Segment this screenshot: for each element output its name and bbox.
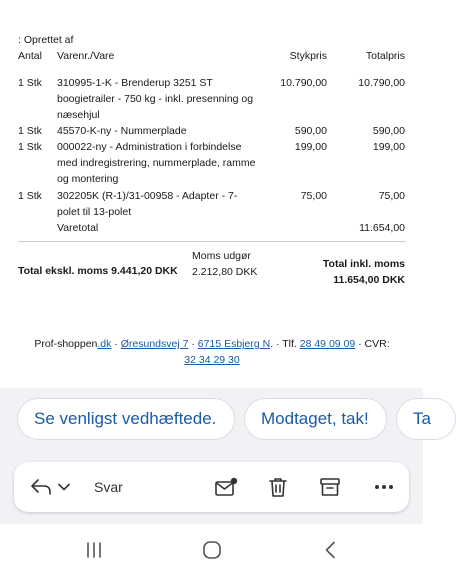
quick-reply-chip[interactable]: Modtaget, tak! xyxy=(244,398,387,440)
varetotal-label: Varetotal xyxy=(57,222,99,234)
footer-separator: · xyxy=(111,338,121,350)
company-footer xyxy=(18,336,406,352)
item-description: 302205K (R-1)/31-00958 - Adapter - 7-polet til 13-polet xyxy=(57,190,238,218)
home-icon[interactable] xyxy=(198,524,226,575)
quick-reply-chip[interactable]: Se venligst vedhæftede. xyxy=(17,398,235,440)
column-header-stykpris: Stykpris xyxy=(289,50,327,62)
recents-icon[interactable] xyxy=(80,524,108,575)
company-domain-link[interactable]: .dk xyxy=(97,338,112,350)
trash-icon[interactable] xyxy=(264,462,292,512)
oprettet-af-label: : Oprettet af xyxy=(18,34,74,46)
chevron-down-icon[interactable] xyxy=(56,462,72,512)
more-icon[interactable] xyxy=(370,462,398,512)
item-description: 310995-1-K - Brenderup 3251 ST boogietrailer - 750 kg - inkl. presenning og næsehjul xyxy=(57,77,254,121)
system-navigation-bar xyxy=(0,524,423,575)
cvr-link[interactable]: 32 34 29 30 xyxy=(184,354,240,366)
phone-link[interactable]: 28 49 09 09 xyxy=(299,338,356,350)
column-header-totalpris: Totalpris xyxy=(365,50,405,62)
total-excl-moms: Total ekskl. moms 9.441,20 DKK xyxy=(18,265,178,277)
reply-button-label[interactable]: Svar xyxy=(94,479,123,495)
reply-icon[interactable] xyxy=(28,462,54,512)
cvr-footer xyxy=(18,352,406,368)
footer-separator: · xyxy=(188,338,198,350)
item-qty: 1 Stk xyxy=(18,190,42,202)
item-total-price: 199,00 xyxy=(372,141,405,153)
item-unit-price: 199,00 xyxy=(294,141,327,153)
back-icon[interactable] xyxy=(316,524,344,575)
item-qty: 1 Stk xyxy=(18,125,42,137)
varetotal-value: 11.654,00 xyxy=(359,222,405,234)
archive-icon[interactable] xyxy=(316,462,344,512)
column-header-vare: Varenr./Vare xyxy=(57,50,115,62)
item-total-price: 590,00 xyxy=(372,125,405,137)
item-unit-price: 10.790,00 xyxy=(280,77,327,89)
total-incl-moms-value: 11.654,00 DKK xyxy=(333,274,405,286)
total-incl-moms-label: Total inkl. moms xyxy=(322,258,405,270)
column-header-antal: Antal xyxy=(18,50,42,62)
cvr-label: · CVR: xyxy=(355,338,390,350)
moms-amount: Moms udgør 2.212,80 DKK xyxy=(192,250,258,278)
phone-label: . · Tlf. xyxy=(270,338,300,350)
item-qty: 1 Stk xyxy=(18,141,42,153)
item-description: 000022-ny - Administration i forbindelse med indregistrering, nummerplade, ramme og montering xyxy=(57,141,256,185)
address-street-link[interactable]: Øresundsvej 7 xyxy=(120,338,189,350)
item-unit-price: 590,00 xyxy=(294,125,327,137)
mark-unread-icon[interactable] xyxy=(212,462,240,512)
address-city-link[interactable]: 6715 Esbjerg N xyxy=(197,338,271,350)
company-name: Prof-shoppen xyxy=(34,338,98,350)
quick-reply-chip[interactable]: Ta xyxy=(396,398,456,440)
item-unit-price: 75,00 xyxy=(300,190,327,202)
item-qty: 1 Stk xyxy=(18,77,42,89)
totals-divider xyxy=(18,241,406,242)
email-action-bar xyxy=(14,462,409,512)
item-description: 45570-K-ny - Nummerplade xyxy=(57,125,187,137)
item-total-price: 75,00 xyxy=(378,190,405,202)
item-total-price: 10.790,00 xyxy=(358,77,405,89)
